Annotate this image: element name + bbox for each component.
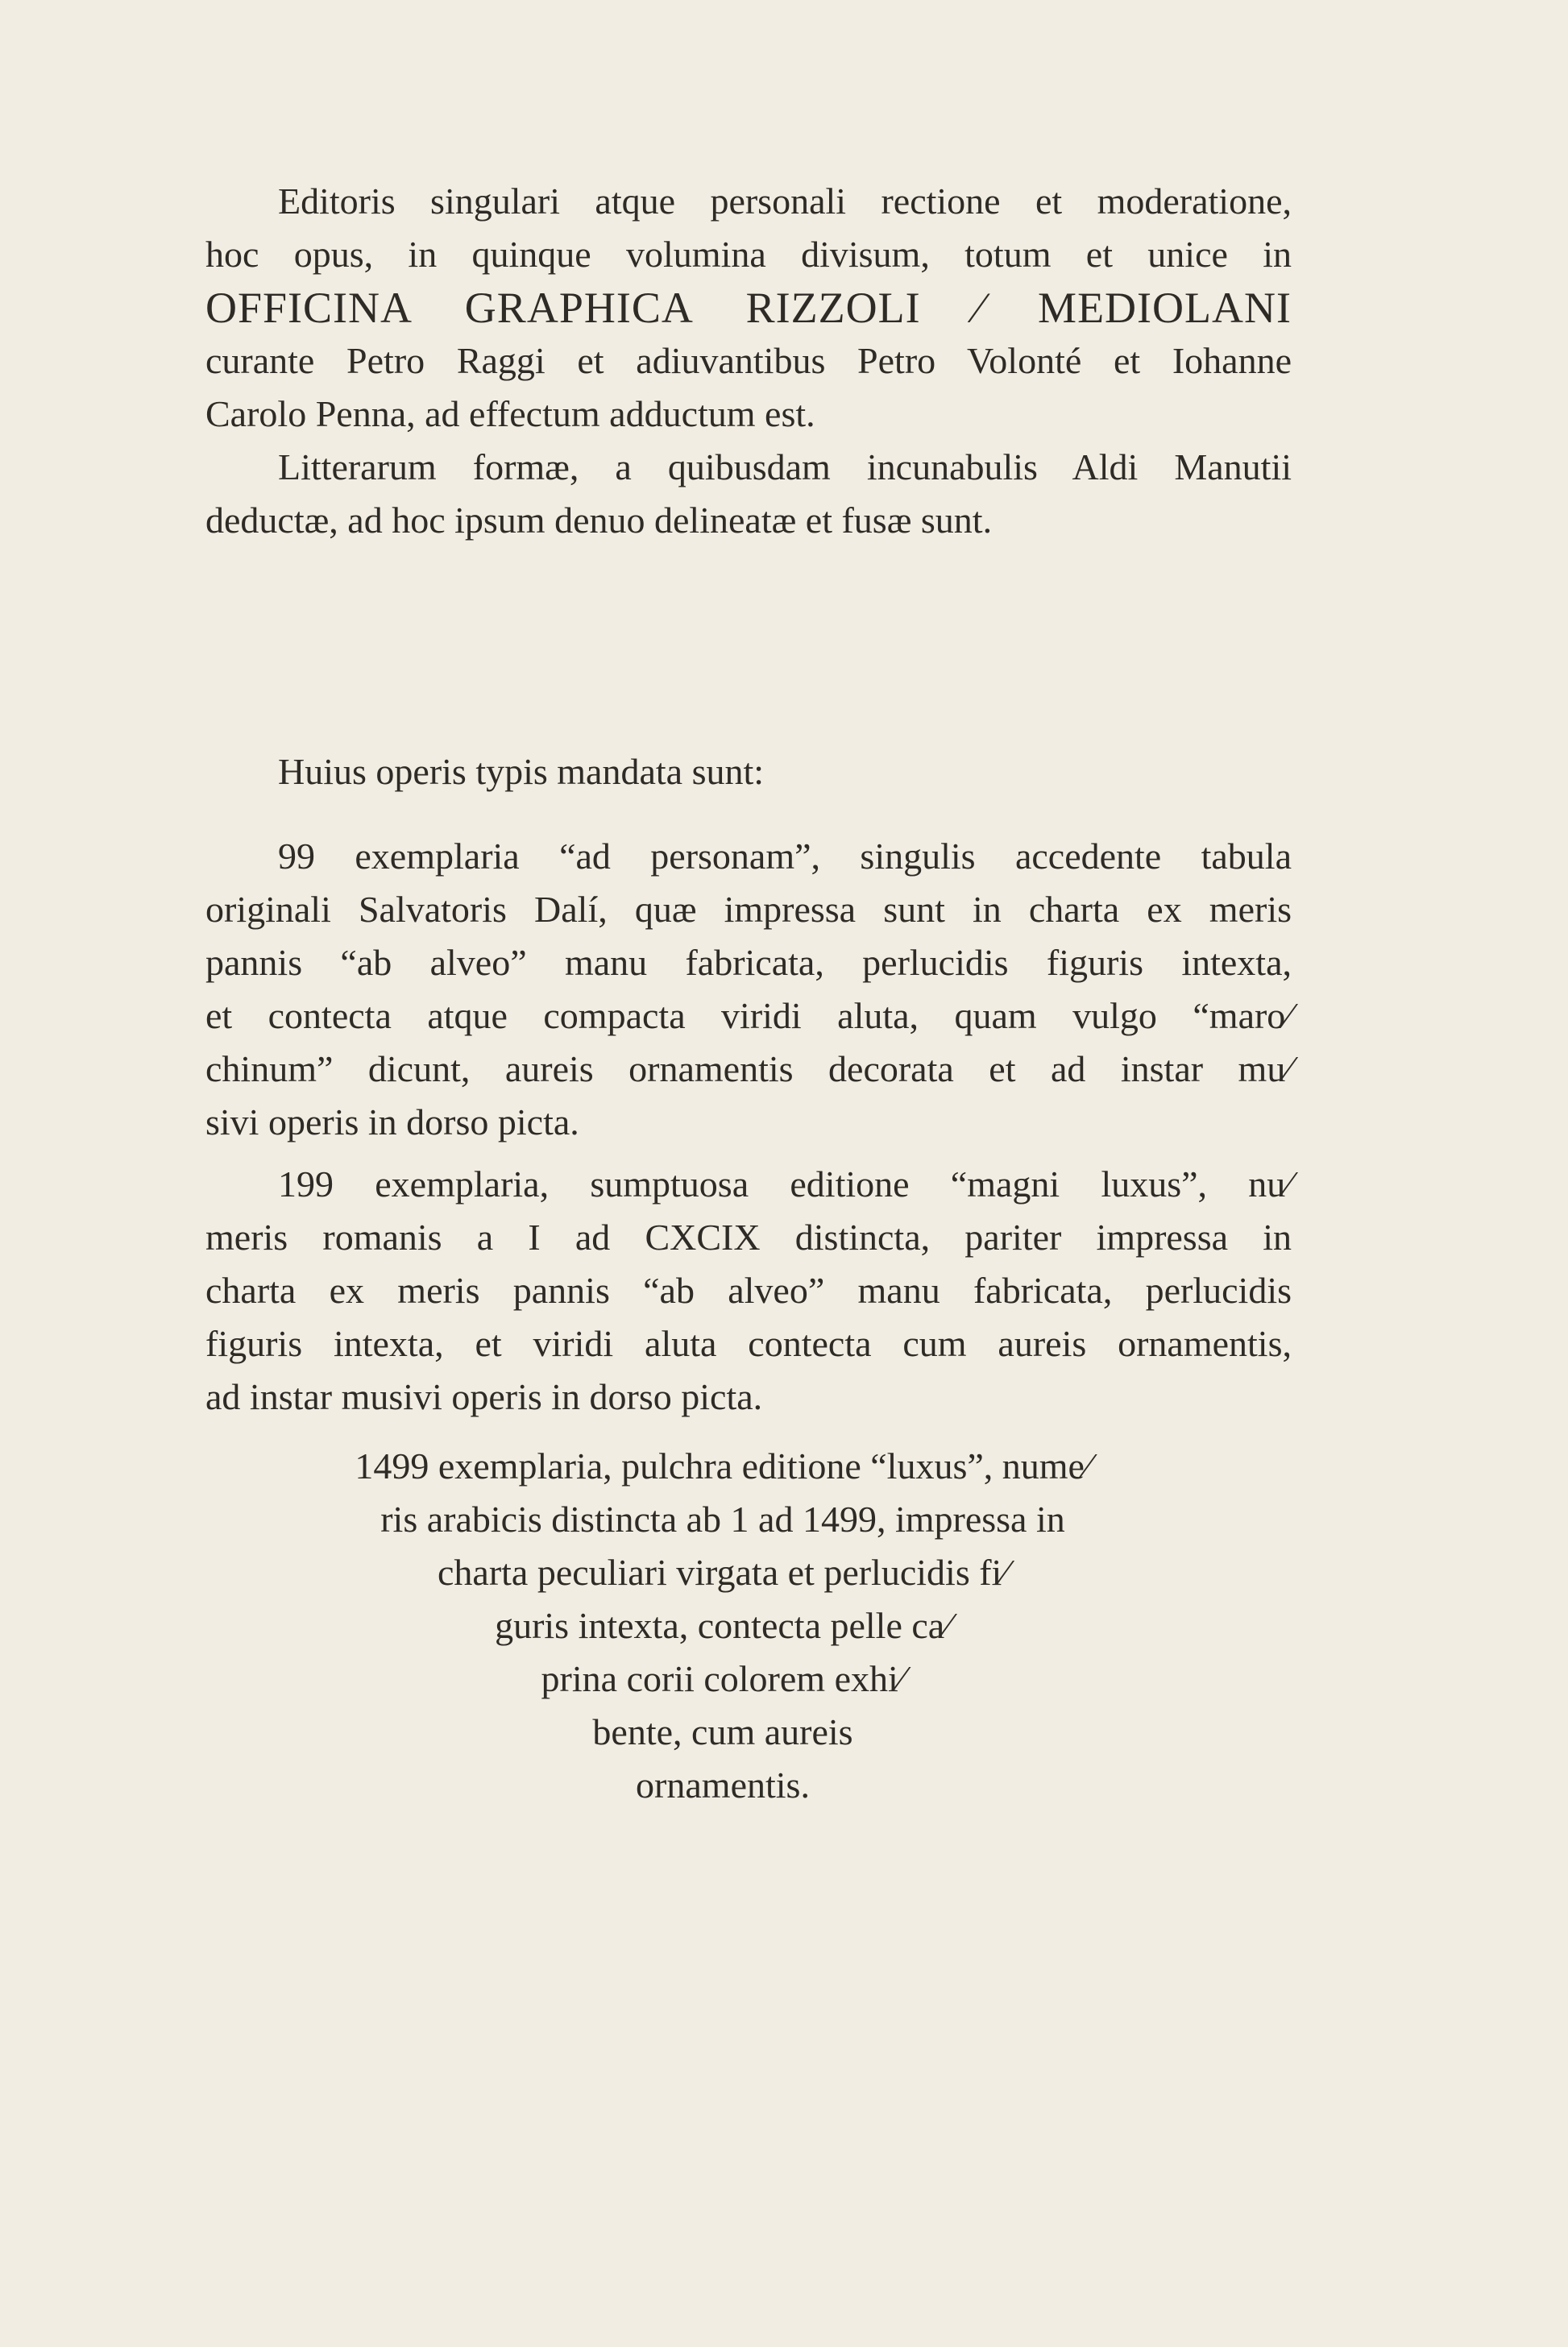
- text-line: pannis “ab alveo” manu fabricata, perlucidis figuris intexta,: [205, 942, 1292, 983]
- text-line: 199 exemplaria, sumptuosa editione “magni luxus”, nu⁄: [278, 1163, 1292, 1205]
- text-line: 1499 exemplaria, pulchra editione “luxus”, nume⁄: [355, 1445, 1091, 1487]
- text-line: charta ex meris pannis “ab alveo” manu fabricata, perlucidis: [205, 1270, 1292, 1311]
- text-line: sivi operis in dorso picta.: [205, 1101, 579, 1142]
- text-line: Litterarum formæ, a quibusdam incunabulis Aldi Manutii: [278, 446, 1292, 487]
- text-line: Editoris singulari atque personali rectione et moderatione,: [278, 180, 1292, 222]
- text-line: bente, cum aureis: [592, 1711, 853, 1752]
- text-line: et contecta atque compacta viridi aluta, quam vulgo “maro⁄: [205, 995, 1292, 1036]
- text-line: originali Salvatoris Dalí, quæ impressa sunt in charta ex meris: [205, 889, 1292, 930]
- heading-huius-operis: [205, 745, 1292, 798]
- text-line: deductæ, ad hoc ipsum denuo delineatæ et fusæ sunt.: [205, 500, 993, 541]
- text-line: chinum” dicunt, aureis ornamentis decorata et ad instar mu⁄: [205, 1048, 1292, 1089]
- text-line: OFFICINA GRAPHICA RIZZOLI ⁄ MEDIOLANI: [205, 284, 1292, 332]
- paragraph-199-exemplaria: [205, 1158, 1292, 1424]
- colophon-text-block: [205, 175, 1292, 1812]
- text-line: ornamentis.: [636, 1764, 810, 1806]
- text-line: guris intexta, contecta pelle ca⁄: [495, 1605, 951, 1646]
- text-line: prina corii colorem exhi⁄: [541, 1658, 905, 1699]
- text-line: charta peculiari virgata et perlucidis fi⁄: [437, 1552, 1008, 1593]
- text-line: Huius operis typis mandata sunt:: [278, 751, 765, 792]
- text-line: 99 exemplaria “ad personam”, singulis accedente tabula: [278, 836, 1292, 877]
- paragraph-gap: [205, 547, 1292, 745]
- paragraph-gap: [205, 1424, 1292, 1440]
- text-line: meris romanis a I ad CXCIX distincta, pariter impressa in: [205, 1217, 1292, 1258]
- paragraph-1499-exemplaria: [205, 1440, 1240, 1812]
- text-line: Carolo Penna, ad effectum adductum est.: [205, 393, 815, 434]
- text-line: figuris intexta, et viridi aluta contecta cum aureis ornamentis,: [205, 1323, 1292, 1364]
- text-line: curante Petro Raggi et adiuvantibus Petro Volonté et Iohanne: [205, 340, 1292, 381]
- text-line: ris arabicis distincta ab 1 ad 1499, impressa in: [380, 1499, 1065, 1540]
- text-line: hoc opus, in quinque volumina divisum, totum et unice in: [205, 234, 1292, 275]
- paragraph-editoris: [205, 175, 1292, 441]
- paragraph-litterarum: [205, 441, 1292, 547]
- paragraph-gap: [205, 1149, 1292, 1158]
- paragraph-gap: [205, 798, 1292, 830]
- text-line: ad instar musivi operis in dorso picta.: [205, 1376, 763, 1417]
- paragraph-99-exemplaria: [205, 830, 1292, 1149]
